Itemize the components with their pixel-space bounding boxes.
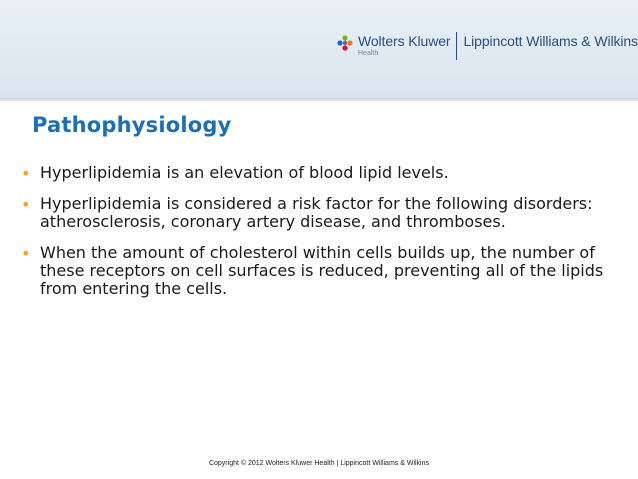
slide-title: Pathophysiology	[32, 113, 232, 137]
brand-primary: Wolters Kluwer	[358, 33, 451, 49]
brand-secondary: Lippincott Williams & Wilkins	[463, 33, 638, 49]
bullet-item	[21, 244, 621, 298]
header-divider	[0, 98, 638, 101]
bullet-item	[21, 164, 621, 182]
publisher-logo	[337, 33, 638, 63]
bullet-list	[21, 164, 621, 311]
copyright-footer: Copyright © 2012 Wolters Kluwer Health | Lippincott Williams & Wilkins	[208, 460, 430, 467]
bullet-dot-icon: •	[21, 164, 31, 183]
brand-sub: Health	[358, 50, 379, 57]
bullet-dot-icon: •	[21, 244, 31, 263]
bullet-text: When the amount of cholesterol within cells builds up, the number of these receptors on cell surfaces is reduced, preventing all of the lipids from entering the cells.	[40, 243, 604, 298]
bullet-text: Hyperlipidemia is considered a risk factor for the following disorders: atherosclerosis, coronary artery disease, and thromboses.	[40, 194, 593, 231]
bullet-item	[21, 195, 621, 231]
bullet-dot-icon: •	[21, 195, 31, 214]
wolters-kluwer-logo-icon	[337, 35, 353, 51]
bullet-text: Hyperlipidemia is an elevation of blood lipid levels.	[40, 163, 449, 182]
logo-divider	[456, 32, 457, 60]
